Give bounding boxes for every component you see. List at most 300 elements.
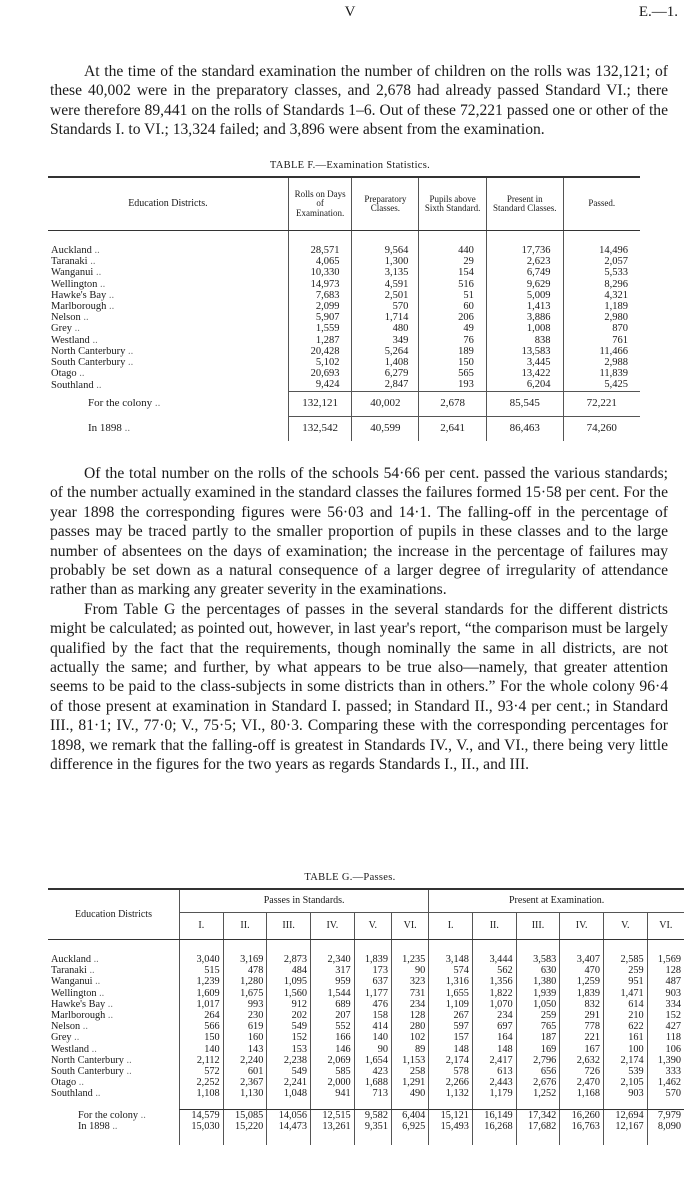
header-row — [48, 177, 640, 231]
cell-value: 5,425 — [563, 379, 640, 391]
cell-value: 3,148 — [429, 954, 473, 965]
table-row — [48, 1032, 684, 1043]
district-name — [48, 290, 288, 301]
total-value: 15,220 — [223, 1121, 267, 1132]
column-header: Pupils above Sixth Standard. — [419, 177, 487, 231]
cell-value: 1,839 — [560, 988, 604, 999]
leader-dots: .. — [106, 289, 115, 301]
cell-value: 148 — [472, 1044, 516, 1055]
cell-value: 6,204 — [486, 379, 563, 391]
cell-value: 11,466 — [563, 346, 640, 357]
district-name: Wanganui .. — [51, 976, 101, 988]
table-row — [48, 1066, 684, 1077]
leader-dots: .. — [71, 1032, 80, 1044]
cell-value: 128 — [391, 1010, 428, 1021]
cell-value: 89 — [391, 1044, 428, 1055]
cell-value: 1,462 — [647, 1077, 684, 1088]
district-name: South Canterbury .. — [51, 1066, 132, 1078]
cell-value: 5,264 — [352, 346, 419, 357]
cell-value: 173 — [354, 965, 391, 976]
column-header: Education Districts. — [48, 177, 288, 231]
cell-value: 515 — [180, 965, 224, 976]
standard-header: I. — [180, 913, 224, 940]
district-name — [48, 323, 288, 334]
total-value: 12,694 — [603, 1110, 647, 1122]
cell-value: 765 — [516, 1021, 560, 1032]
cell-value: 2,632 — [560, 1055, 604, 1066]
cell-value: 102 — [391, 1032, 428, 1043]
cell-value: 614 — [603, 999, 647, 1010]
cell-value: 150 — [419, 357, 487, 368]
cell-value: 2,238 — [267, 1055, 311, 1066]
cell-value: 572 — [180, 1066, 224, 1077]
column-header: Present in Standard Classes. — [486, 177, 563, 231]
cell-value: 2,676 — [516, 1077, 560, 1088]
cell-value: 259 — [516, 1010, 560, 1021]
total-value: 15,085 — [223, 1110, 267, 1122]
cell-value: 1,280 — [223, 976, 267, 987]
cell-value: 912 — [267, 999, 311, 1010]
cell-value: 1,569 — [647, 954, 684, 965]
cell-value: 334 — [647, 999, 684, 1010]
total-value: 6,925 — [391, 1121, 428, 1132]
cell-value: 630 — [516, 965, 560, 976]
spacer — [48, 231, 640, 246]
table-g-passes — [48, 888, 684, 1145]
cell-value: 157 — [429, 1032, 473, 1043]
cell-value: 2,623 — [486, 256, 563, 267]
cell-value: 3,583 — [516, 954, 560, 965]
cell-value: 13,422 — [486, 368, 563, 379]
cell-value: 570 — [647, 1088, 684, 1099]
cell-value: 778 — [560, 1021, 604, 1032]
standard-header: VI. — [647, 913, 684, 940]
standard-header: V. — [603, 913, 647, 940]
cell-value: 1,259 — [560, 976, 604, 987]
cell-value: 1,070 — [472, 999, 516, 1010]
group-header: Passes in Standards. — [180, 889, 429, 913]
total-value: 12,515 — [311, 1110, 355, 1122]
cell-value: 2,241 — [267, 1077, 311, 1088]
leader-dots: .. — [152, 397, 161, 410]
cell-value: 3,886 — [486, 312, 563, 323]
cell-value: 549 — [267, 1021, 311, 1032]
total-label: In 1898 .. — [78, 1121, 118, 1133]
cell-value: 1,132 — [429, 1088, 473, 1099]
cell-value: 14,496 — [563, 245, 640, 256]
table-row — [48, 965, 684, 976]
cell-value: 1,471 — [603, 988, 647, 999]
cell-value: 2,252 — [180, 1077, 224, 1088]
leader-dots: .. — [97, 278, 106, 290]
cell-value: 154 — [419, 267, 487, 278]
cell-value: 487 — [647, 976, 684, 987]
cell-value: 2,174 — [603, 1055, 647, 1066]
cell-value: 9,629 — [486, 279, 563, 290]
cell-value: 5,102 — [288, 357, 352, 368]
district-name — [48, 346, 288, 357]
group-header-row — [48, 889, 684, 913]
leader-dots: .. — [89, 1043, 97, 1055]
cell-value: 1,050 — [516, 999, 560, 1010]
cell-value: 164 — [472, 1032, 516, 1043]
district-label: Otago — [51, 368, 77, 380]
cell-value: 230 — [223, 1010, 267, 1021]
table-g-title: TABLE G.—Passes. — [304, 872, 396, 883]
cell-value: 2,796 — [516, 1055, 560, 1066]
district-label: Wanganui — [51, 267, 94, 279]
cell-value: 106 — [647, 1044, 684, 1055]
cell-value: 1,130 — [223, 1088, 267, 1099]
cell-value: 1,413 — [486, 301, 563, 312]
cell-value: 234 — [472, 1010, 516, 1021]
total-value: 40,002 — [352, 391, 419, 416]
table-row — [48, 954, 684, 965]
district-label: Taranaki — [51, 256, 88, 268]
total-value: 15,030 — [180, 1121, 224, 1132]
leader-dots: .. — [121, 421, 131, 434]
district-name — [48, 379, 288, 391]
cell-value: 570 — [352, 301, 419, 312]
cell-value: 152 — [267, 1032, 311, 1043]
total-value: 16,260 — [560, 1110, 604, 1122]
leader-dots: .. — [92, 976, 101, 988]
table-row — [48, 256, 640, 267]
cell-value: 4,321 — [563, 290, 640, 301]
cell-value: 2,980 — [563, 312, 640, 323]
total-value: 12,167 — [603, 1121, 647, 1132]
total-row — [48, 391, 640, 416]
spacer — [48, 940, 684, 955]
total-row — [48, 1110, 684, 1122]
table-row — [48, 323, 640, 334]
cell-value: 516 — [419, 279, 487, 290]
cell-value: 5,533 — [563, 267, 640, 278]
district-label: Southland — [51, 379, 94, 391]
table-row — [48, 335, 640, 346]
leader-dots: .. — [86, 965, 95, 977]
cell-value: 2,417 — [472, 1055, 516, 1066]
leader-dots: .. — [105, 998, 113, 1010]
cell-value: 1,316 — [429, 976, 473, 987]
total-value: 16,763 — [560, 1121, 604, 1132]
district-label: Auckland — [51, 245, 92, 256]
total-value: 132,542 — [288, 416, 352, 441]
leader-dots: .. — [105, 1010, 114, 1022]
total-value: 17,342 — [516, 1110, 560, 1122]
cell-value: 2,470 — [560, 1077, 604, 1088]
cell-value: 1,109 — [429, 999, 473, 1010]
district-name: Otago .. — [51, 1077, 84, 1089]
cell-value: 1,675 — [223, 988, 267, 999]
total-value: 14,579 — [180, 1110, 224, 1122]
cell-value: 1,560 — [267, 988, 311, 999]
cell-value: 1,609 — [180, 988, 224, 999]
cell-value: 20,428 — [288, 346, 352, 357]
leader-dots: .. — [109, 1121, 118, 1133]
cell-value: 566 — [180, 1021, 224, 1032]
total-value: 86,463 — [486, 416, 563, 441]
cell-value: 414 — [354, 1021, 391, 1032]
table-row — [48, 1044, 684, 1055]
cell-value: 2,266 — [429, 1077, 473, 1088]
cell-value: 1,017 — [180, 999, 224, 1010]
cell-value: 60 — [419, 301, 487, 312]
leader-dots: .. — [138, 1109, 146, 1121]
cell-value: 28,571 — [288, 245, 352, 256]
total-value: 13,261 — [311, 1121, 355, 1132]
page-number: V — [344, 4, 356, 20]
total-value: 17,682 — [516, 1121, 560, 1132]
cell-value: 1,108 — [180, 1088, 224, 1099]
cell-value: 619 — [223, 1021, 267, 1032]
group-header: Present at Examination. — [429, 889, 684, 913]
cell-value: 221 — [560, 1032, 604, 1043]
cell-value: 1,008 — [486, 323, 563, 334]
district-name — [48, 267, 288, 278]
cell-value: 574 — [429, 965, 473, 976]
spacer — [48, 1100, 684, 1110]
district-name: Nelson .. — [51, 1021, 88, 1033]
table-row — [48, 279, 640, 290]
cell-value: 565 — [419, 368, 487, 379]
paragraph-intro — [50, 62, 668, 140]
district-name — [48, 245, 288, 256]
cell-value: 169 — [516, 1044, 560, 1055]
cell-value: 1,390 — [647, 1055, 684, 1066]
cell-value: 2,105 — [603, 1077, 647, 1088]
leader-dots: .. — [93, 379, 102, 391]
leader-dots: .. — [80, 312, 89, 324]
cell-value: 1,356 — [472, 976, 516, 987]
cell-value: 6,279 — [352, 368, 419, 379]
standard-header: III. — [267, 913, 311, 940]
cell-value: 539 — [603, 1066, 647, 1077]
cell-value: 5,009 — [486, 290, 563, 301]
standard-header: IV. — [560, 913, 604, 940]
cell-value: 90 — [354, 1044, 391, 1055]
cell-value: 1,544 — [311, 988, 355, 999]
cell-value: 10,330 — [288, 267, 352, 278]
cell-value: 14,973 — [288, 279, 352, 290]
cell-value: 7,683 — [288, 290, 352, 301]
total-label: For the colony .. — [88, 397, 161, 410]
cell-value: 3,445 — [486, 357, 563, 368]
cell-value: 562 — [472, 965, 516, 976]
leader-dots: .. — [125, 357, 134, 369]
total-value: 15,121 — [429, 1110, 473, 1122]
cell-value: 423 — [354, 1066, 391, 1077]
cell-value: 1,252 — [516, 1088, 560, 1099]
cell-value: 484 — [267, 965, 311, 976]
cell-value: 148 — [429, 1044, 473, 1055]
table-row — [48, 988, 684, 999]
cell-value: 838 — [486, 335, 563, 346]
cell-value: 870 — [563, 323, 640, 334]
total-value: 2,641 — [419, 416, 487, 441]
cell-value: 20,693 — [288, 368, 352, 379]
district-name — [48, 301, 288, 312]
cell-value: 193 — [419, 379, 487, 391]
cell-value: 206 — [419, 312, 487, 323]
cell-value: 167 — [560, 1044, 604, 1055]
table-row — [48, 346, 640, 357]
district-name: Auckland .. — [51, 954, 99, 965]
total-value: 72,221 — [563, 391, 640, 416]
cell-value: 323 — [391, 976, 428, 987]
column-header: Education Districts — [48, 889, 180, 940]
total-value: 40,599 — [352, 416, 419, 441]
leader-dots: .. — [123, 1066, 132, 1078]
cell-value: 731 — [391, 988, 428, 999]
district-name — [48, 279, 288, 290]
cell-value: 49 — [419, 323, 487, 334]
cell-value: 143 — [223, 1044, 267, 1055]
cell-value: 146 — [311, 1044, 355, 1055]
cell-value: 761 — [563, 335, 640, 346]
cell-value: 832 — [560, 999, 604, 1010]
cell-value: 2,057 — [563, 256, 640, 267]
district-name: Taranaki .. — [51, 965, 95, 977]
cell-value: 128 — [647, 965, 684, 976]
table-row — [48, 999, 684, 1010]
cell-value: 2,112 — [180, 1055, 224, 1066]
leader-dots: .. — [80, 1021, 88, 1033]
cell-value: 3,444 — [472, 954, 516, 965]
leader-dots: .. — [76, 1077, 84, 1089]
table-f-title: TABLE F.—Examination Statistics. — [269, 160, 431, 171]
cell-value: 158 — [354, 1010, 391, 1021]
table-row — [48, 1021, 684, 1032]
total-value: 14,056 — [267, 1110, 311, 1122]
cell-value: 613 — [472, 1066, 516, 1077]
total-value: 132,121 — [288, 391, 352, 416]
cell-value: 689 — [311, 999, 355, 1010]
leader-dots: .. — [87, 256, 96, 268]
table-row — [48, 267, 640, 278]
cell-value: 2,367 — [223, 1077, 267, 1088]
district-name — [48, 256, 288, 267]
standard-header: III. — [516, 913, 560, 940]
leader-dots: .. — [76, 368, 85, 380]
cell-value: 90 — [391, 965, 428, 976]
district-label: Nelson — [51, 312, 81, 324]
cell-value: 601 — [223, 1066, 267, 1077]
cell-value: 2,240 — [223, 1055, 267, 1066]
cell-value: 993 — [223, 999, 267, 1010]
cell-value: 1,239 — [180, 976, 224, 987]
column-header: Preparatory Classes. — [352, 177, 419, 231]
total-label: In 1898 .. — [88, 421, 131, 434]
paragraph-body — [50, 464, 668, 775]
district-name: North Canterbury .. — [51, 1054, 132, 1066]
paragraph-text: Of the total number on the rolls of the schools 54·66 per cent. passed the various standards; of the number actually examined in the standard classes the failures formed 15·58 per cent. For the year 1898 the corresponding figures were 56·03 and 14·1. The falling-off in the percentage of passes may be traced partly to the smaller proportion of pupils in these classes and to the large number of absentees on the days of examination; the increase in the percentage of failures may probably be set down as a natural consequence of a larger degree of irregularity of attendance rather than as marking any greater severity in the examinations. — [50, 465, 668, 599]
table-row — [48, 379, 640, 391]
cell-value: 1,714 — [352, 312, 419, 323]
cell-value: 152 — [647, 1010, 684, 1021]
leader-dots: .. — [72, 323, 80, 335]
leader-dots: .. — [106, 301, 115, 313]
cell-value: 1,559 — [288, 323, 352, 334]
leader-dots: .. — [93, 267, 102, 279]
cell-value: 267 — [429, 1010, 473, 1021]
district-label: South Canterbury — [51, 357, 126, 369]
cell-value: 1,095 — [267, 976, 311, 987]
cell-value: 189 — [419, 346, 487, 357]
paragraph-text: At the time of the standard examination the number of children on the rolls was 132,121; of these 40,002 were in the preparatory classes, and 2,678 had already passed Standard VI.; there were therefore 89,441 on the rolls of Standards 1–6. Out of these 72,221 passed one or other of the Standards I. to VI.; 13,324 failed; and 3,896 were absent from the examination. — [50, 63, 668, 139]
cell-value: 1,654 — [354, 1055, 391, 1066]
cell-value: 2,000 — [311, 1077, 355, 1088]
standard-header: II. — [472, 913, 516, 940]
total-row — [48, 416, 640, 441]
cell-value: 29 — [419, 256, 487, 267]
cell-value: 941 — [311, 1088, 355, 1099]
total-value: 9,582 — [354, 1110, 391, 1122]
cell-value: 697 — [472, 1021, 516, 1032]
total-value: 85,545 — [486, 391, 563, 416]
cell-value: 264 — [180, 1010, 224, 1021]
table-row — [48, 1088, 684, 1099]
district-name: Marlborough .. — [51, 1010, 114, 1022]
cell-value: 258 — [391, 1066, 428, 1077]
column-header: Rolls on Days of Examination. — [288, 177, 352, 231]
cell-value: 1,839 — [354, 954, 391, 965]
district-label: Marlborough — [51, 301, 107, 313]
cell-value: 578 — [429, 1066, 473, 1077]
cell-value: 656 — [516, 1066, 560, 1077]
standard-header: V. — [354, 913, 391, 940]
total-value: 74,260 — [563, 416, 640, 441]
leader-dots: .. — [92, 1088, 101, 1100]
cell-value: 2,988 — [563, 357, 640, 368]
total-value: 6,404 — [391, 1110, 428, 1122]
cell-value: 585 — [311, 1066, 355, 1077]
cell-value: 1,655 — [429, 988, 473, 999]
cell-value: 5,907 — [288, 312, 352, 323]
cell-value: 1,168 — [560, 1088, 604, 1099]
table-row — [48, 368, 640, 379]
cell-value: 1,177 — [354, 988, 391, 999]
spacer — [48, 1133, 684, 1145]
total-value: 8,090 — [647, 1121, 684, 1132]
leader-dots: .. — [123, 1054, 132, 1066]
cell-value: 234 — [391, 999, 428, 1010]
table-row — [48, 312, 640, 323]
district-name: Westland .. — [51, 1043, 97, 1055]
cell-value: 160 — [223, 1032, 267, 1043]
cell-value: 4,591 — [352, 279, 419, 290]
cell-value: 1,048 — [267, 1088, 311, 1099]
cell-value: 1,179 — [472, 1088, 516, 1099]
cell-value: 3,407 — [560, 954, 604, 965]
table-row — [48, 357, 640, 368]
district-name: Southland .. — [51, 1088, 101, 1100]
district-name — [48, 335, 288, 346]
cell-value: 3,169 — [223, 954, 267, 965]
cell-value: 903 — [603, 1088, 647, 1099]
district-name — [48, 357, 288, 368]
cell-value: 3,040 — [180, 954, 224, 965]
cell-value: 8,296 — [563, 279, 640, 290]
leader-dots: .. — [91, 245, 100, 256]
cell-value: 4,065 — [288, 256, 352, 267]
cell-value: 903 — [647, 988, 684, 999]
standard-header: VI. — [391, 913, 428, 940]
total-value: 9,351 — [354, 1121, 391, 1132]
leader-dots: .. — [89, 334, 98, 346]
cell-value: 959 — [311, 976, 355, 987]
cell-value: 470 — [560, 965, 604, 976]
